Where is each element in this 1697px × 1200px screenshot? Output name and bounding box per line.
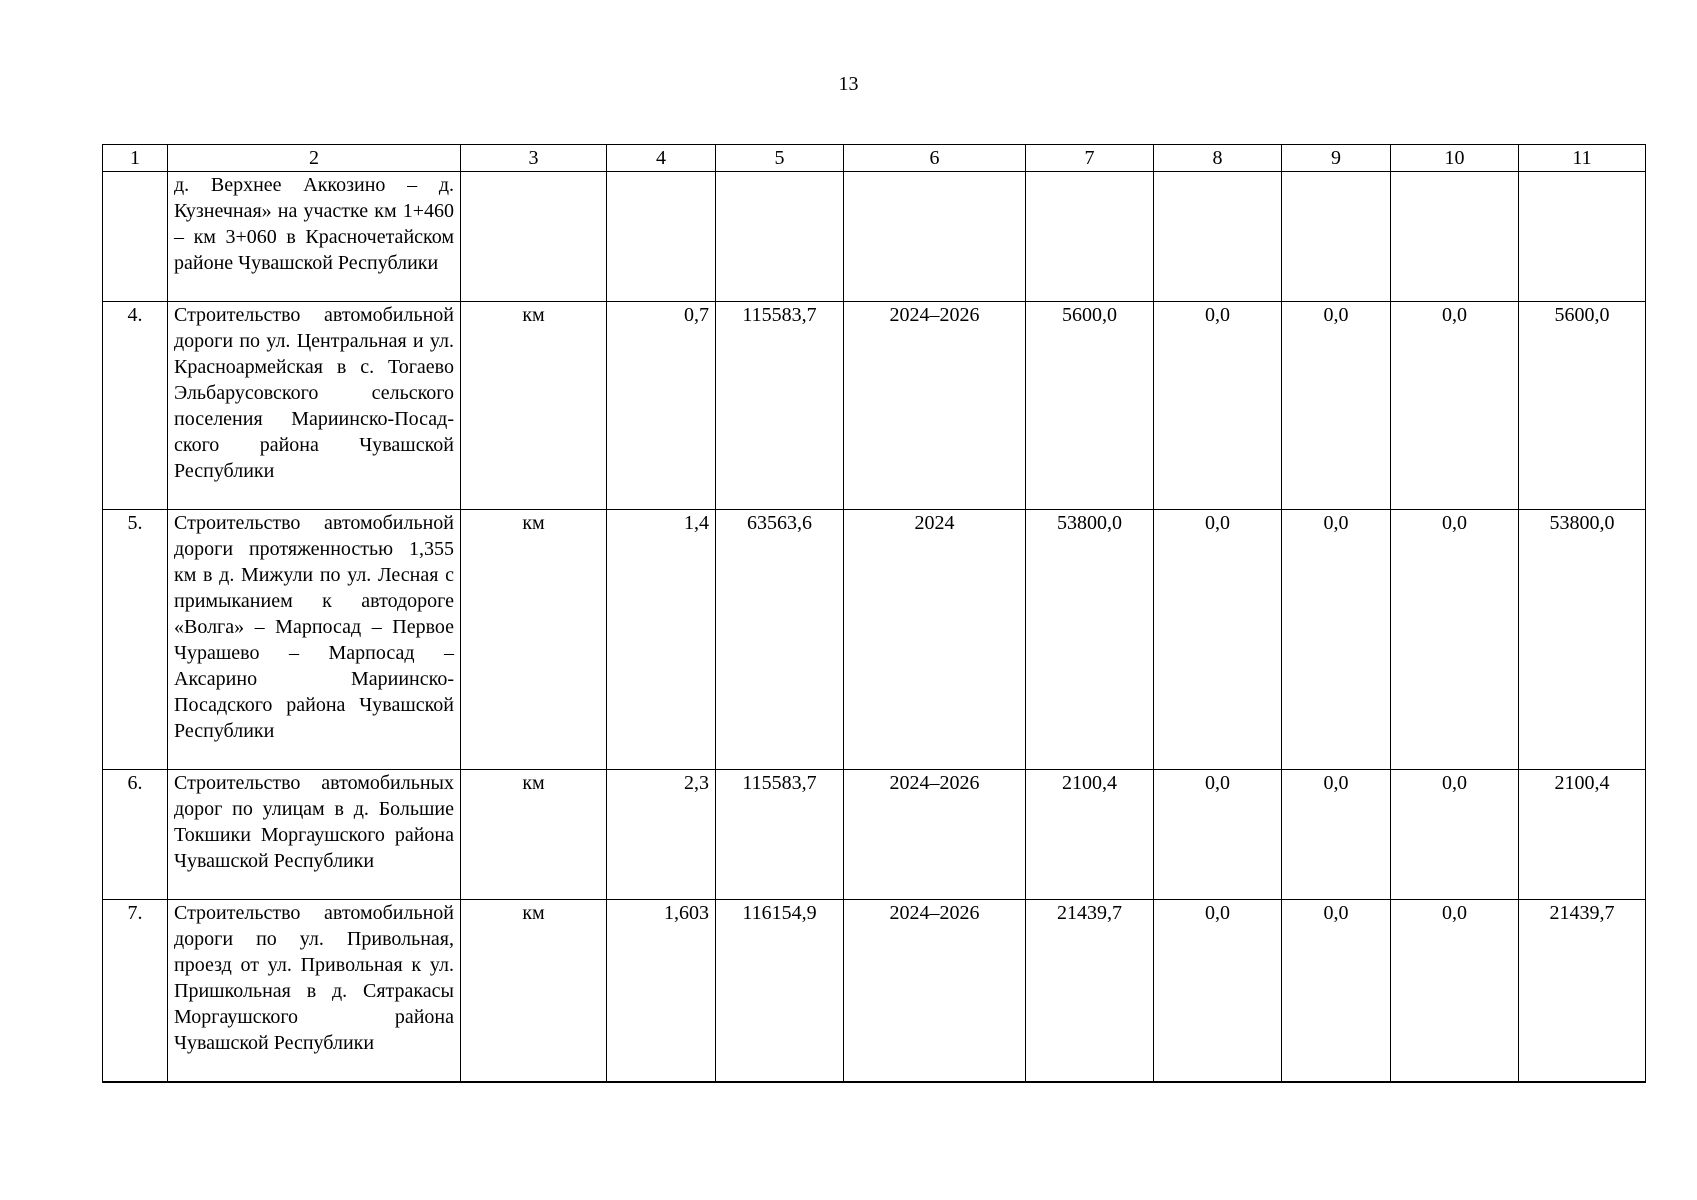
length-cell: 1,603 xyxy=(607,900,716,1082)
column-header: 2 xyxy=(168,145,461,172)
total-cell xyxy=(1026,172,1154,302)
funding-cell xyxy=(1282,172,1391,302)
length-cell: 0,7 xyxy=(607,302,716,510)
funding-cell: 0,0 xyxy=(1282,510,1391,770)
funding-cell xyxy=(1391,172,1519,302)
total-cell: 5600,0 xyxy=(1026,302,1154,510)
unit-cell xyxy=(461,172,607,302)
project-name-cell: Строительство автомобильных дорог по улицам в д. Большие Токшики Моргаушского района Чувашской Республики xyxy=(168,770,461,900)
length-cell xyxy=(607,172,716,302)
column-header: 9 xyxy=(1282,145,1391,172)
row-number-cell xyxy=(103,172,168,302)
cost-cell: 115583,7 xyxy=(716,770,844,900)
funding-cell: 5600,0 xyxy=(1519,302,1646,510)
total-cell: 21439,7 xyxy=(1026,900,1154,1082)
funding-cell: 0,0 xyxy=(1154,302,1282,510)
period-cell: 2024–2026 xyxy=(844,900,1026,1082)
cost-cell xyxy=(716,172,844,302)
funding-cell: 0,0 xyxy=(1282,302,1391,510)
row-number-cell: 6. xyxy=(103,770,168,900)
table-row xyxy=(103,302,1646,510)
length-cell: 1,4 xyxy=(607,510,716,770)
period-cell: 2024 xyxy=(844,510,1026,770)
funding-cell: 0,0 xyxy=(1282,770,1391,900)
funding-cell: 53800,0 xyxy=(1519,510,1646,770)
table-row xyxy=(103,900,1646,1082)
column-header: 10 xyxy=(1391,145,1519,172)
column-number-row xyxy=(103,145,1646,172)
funding-cell: 0,0 xyxy=(1391,302,1519,510)
total-cell: 2100,4 xyxy=(1026,770,1154,900)
column-header: 5 xyxy=(716,145,844,172)
column-header: 8 xyxy=(1154,145,1282,172)
length-cell: 2,3 xyxy=(607,770,716,900)
funding-cell: 0,0 xyxy=(1154,900,1282,1082)
cost-cell: 115583,7 xyxy=(716,302,844,510)
funding-cell xyxy=(1519,172,1646,302)
total-cell: 53800,0 xyxy=(1026,510,1154,770)
funding-cell: 0,0 xyxy=(1154,770,1282,900)
unit-cell: км xyxy=(461,510,607,770)
page-number: 13 xyxy=(838,73,859,95)
column-header: 7 xyxy=(1026,145,1154,172)
project-name-cell: Строительство автомобильной дороги по ул. Привольная, проезд от ул. Привольная к ул. Пришкольная в д. Сятракасы Моргаушского района Чувашской Республики xyxy=(168,900,461,1082)
table-row-continuation xyxy=(103,172,1646,302)
table-row xyxy=(103,770,1646,900)
column-header: 4 xyxy=(607,145,716,172)
data-table xyxy=(102,144,1646,1083)
unit-cell: км xyxy=(461,302,607,510)
funding-cell xyxy=(1154,172,1282,302)
row-number-cell: 4. xyxy=(103,302,168,510)
unit-cell: км xyxy=(461,770,607,900)
funding-cell: 0,0 xyxy=(1282,900,1391,1082)
funding-cell: 0,0 xyxy=(1391,900,1519,1082)
column-header: 1 xyxy=(103,145,168,172)
period-cell: 2024–2026 xyxy=(844,770,1026,900)
table-row xyxy=(103,510,1646,770)
column-header: 11 xyxy=(1519,145,1646,172)
project-name-cell: Строительство автомобильной дороги по ул. Центральная и ул. Красноармейская в с. Тогаево Эльбарусовского сельского поселения Мариинско-Посадского района Чувашской Республики xyxy=(168,302,461,510)
funding-cell: 2100,4 xyxy=(1519,770,1646,900)
column-header: 3 xyxy=(461,145,607,172)
period-cell: 2024–2026 xyxy=(844,302,1026,510)
funding-cell: 0,0 xyxy=(1391,510,1519,770)
row-number-cell: 5. xyxy=(103,510,168,770)
row-number-cell: 7. xyxy=(103,900,168,1082)
unit-cell: км xyxy=(461,900,607,1082)
project-name-cell: Строительство автомобильной дороги протяженностью 1,355 км в д. Мижули по ул. Лесная с примыканием к автодороге «Волга» – Марпосад – Первое Чурашево – Марпосад – Аксарино Мариинско-Посадского района Чувашской Республики xyxy=(168,510,461,770)
cost-cell: 116154,9 xyxy=(716,900,844,1082)
period-cell xyxy=(844,172,1026,302)
funding-cell: 0,0 xyxy=(1154,510,1282,770)
cost-cell: 63563,6 xyxy=(716,510,844,770)
funding-cell: 0,0 xyxy=(1391,770,1519,900)
funding-cell: 21439,7 xyxy=(1519,900,1646,1082)
project-name-cell: д. Верхнее Аккозино – д. Кузнечная» на участке км 1+460 – км 3+060 в Красночетайском районе Чувашской Республики xyxy=(168,172,461,302)
column-header: 6 xyxy=(844,145,1026,172)
